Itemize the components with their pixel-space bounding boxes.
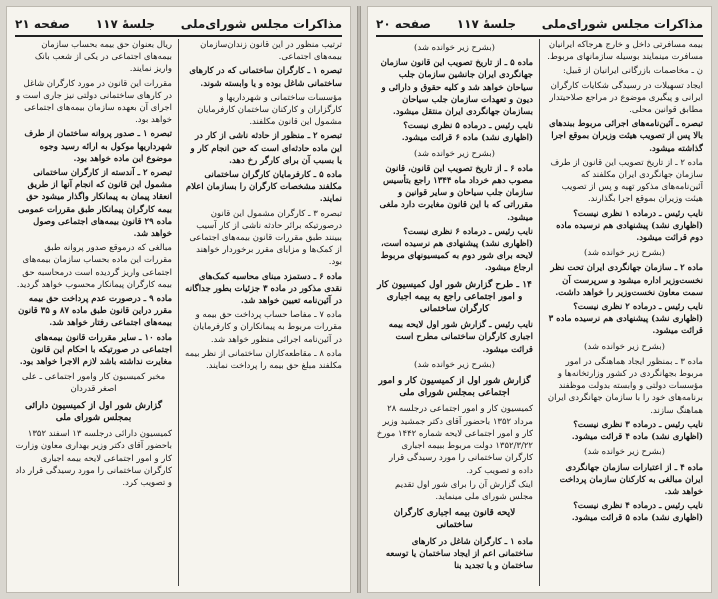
paragraph: ماده ۵ ـ از تاریخ تصویب این قانون سازمان جهانگردی ایران جانشین سازمان جلب سیاحان خواهد شد و کلیه حقوق و دارائی و دیون و تعهدات سازمان جلب سیاحان بسازمان جهانگردی ایران منتقل میشود. [380,58,533,118]
right-page-header [376,13,703,37]
paragraph: کمیسیون دارائی درجلسه ۱۳ اسفند ۱۳۵۲ باحضور آقای دکتر وزیر بهداری معاون وزارت کار و امور اجتماعی لایحه بیمه اجباری کارگران ساختمانی را مورد رسیدگی قرار داد و تصویب کرد. [15,429,172,488]
right-header-title: مذاکرات مجلس شورای‌ملی [541,17,703,31]
paragraph: ماده ۱۰ ـ سایر مقررات قانون بیمه‌های اجتماعی در صورتیکه با احکام این قانون مغایرت نداشته باشد لازم الاجرا خواهد بود. [19,332,172,368]
left-page [6,6,351,593]
paragraph: اینک گزارش آن را برای شور اول تقدیم مجلس شورای ملی مینماید. [395,479,533,502]
paragraph: ایجاد تسهیلات در رسیدگی شکایات کارگران ایرانی و پیگیری موضوع در مراجع صلاحیتدار مطابق قوانین محلی. [549,80,703,116]
paragraph: مبالغی که درموقع صدور پروانه طبق مقررات این ماده بحساب سازمان بیمه‌های اجتماعی واریز گردیده است درمحاسبه حق بیمه کارگران پیمانکار محسوب خواهد گردید. [16,243,172,290]
paragraph: نایب رئیس ـ درماده ۶ نظری نیست؟ (اظهاری نشد) پیشنهادی هم نرسیده است، لایحه برای شور دوم به کمیسیونهای مربوط ارجاع میشود. [380,226,533,274]
paragraph: ن ـ مخاصمات بازرگانی ایرانیان از قبیل: [562,66,703,77]
paragraph: لایحه قانون بیمه اجباری کارگران ساختمانی [393,508,516,531]
paragraph: نایب رئیس ـ درماده ۴ نظری نیست؟ (اظهاری نشد) ماده ۵ قرائت میشود. [571,501,703,524]
paragraph: تبصره ۱ ـ کارگران ساختمانی که در کارهای ساختمانی شاغل بوده و یا وابسته شوند. [189,66,342,89]
paragraph: نایب رئیس ـ گزارش شور اول لایحه بیمه اجباری کارگران ساختمانی مطرح است قرائت میشود. [388,320,533,355]
paragraph: ۱۴ ـ طرح گزارش شور اول کمیسیون کار و امور اجتماعی راجع به بیمه اجباری کارگران ساختمانی [377,279,532,315]
left-header-page: صفحه ۲۱ [15,17,70,31]
paragraph: ماده ۲ ـ از تاریخ تصویب این قانون از طرف سازمان جهانگردی ایران مکلفند که آئین‌نامه‌های مذکور تهیه و پس از تصویب هیئت وزیران بموقع اجرا بگذارند. [550,157,703,205]
paragraph: تبصره ۱ ـ صدور پروانه ساختمان از طرف شهرداریها موکول به ارائه رسید وجوه موضوع این ماده خواهد بود. [24,129,172,164]
column-rule [178,39,179,586]
paragraph: نایب رئیس ـ درماده ۱ نظری نیست؟ (اظهاری نشد) پیشنهادی هم نرسیده ماده دوم قرائت میشود. [556,208,703,244]
right-page [367,6,712,593]
paragraph: تبصره ۲ ـ منظور از حادثه ناشی از کار در این ماده حادثه‌ای است که حین انجام کار و یا بسبب آن برای کارگر رخ دهد. [190,131,342,166]
paragraph: تبصره ۲ ـ آندسته از کارگران ساختمانی مشمول این قانون که انجام آنها از طریق انعقاد پیمان به پیمانکار واگذار میشود حق بیمه کارگران پیمانکار طبق مقررات عمومی ماده ۲۹ قانون بیمه‌های اجتماعی وصول خواهد شد. [18,168,172,240]
paragraph: ریال بعنوان حق بیمه بحساب سازمان بیمه‌های اجتماعی در یکی از شعب بانک واریز نمایند. [34,40,172,75]
column-rule [539,39,540,586]
book-spread [6,6,712,593]
paragraph: ماده ۲ ـ سازمان جهانگردی ایران تحت نظر نخست‌وزیر اداره میشود و سرپرست آن سمت معاون نخست‌وزیر را خواهد داشت. [550,263,703,298]
paragraph: تبصره ـ آئین‌نامه‌های اجرائی مربوط ببندهای بالا پس از تصویب هیئت وزیران بموقع اجرا گذاشته میشود. [549,119,703,154]
paragraph: ماده ۵ ـ کارفرمایان کارگران ساختمانی مکلفند مشخصات کارگران را بسازمان اعلام نمایند. [185,170,342,205]
paragraph: ماده ۶ ـ دستمزد مبنای محاسبه کمک‌های نقدی مذکور در ماده ۳ جزئیات بطور جداگانه در آئین‌نامه تعیین خواهد شد. [185,271,342,307]
paragraph: بیمه مسافرتی داخل و خارج هرجاکه ایرانیان مسافرت مینمایند بوسیله سازمانهای مربوط. [547,40,703,63]
paragraph: نایب رئیس ـ درماده ۳ نظری نیست؟ (اظهاری نشد) ماده ۴ قرائت میشود. [571,419,703,443]
paragraph: تبصره ۳ ـ کارگران مشمول این قانون درصورتیکه برائر حادثه ناشی از کار آسیب ببینند طبق مقررات قانون بیمه‌های اجتماعی از کمک‌ها و مزایای مقرر برخوردار خواهند بود. [189,208,342,268]
paragraph: مخبر کمیسیون کار وامور اجتماعی ـ علی اصغر قدردان [21,372,166,395]
paragraph: مؤسسات ساختمانی و شهرداریها و کارگزاران و کارکنان ساختمان کارفرمایان مشمول این قانون مکلفند. [197,92,342,128]
right-header-issue: جلسهٔ ۱۱۷ [456,17,516,31]
right-page-column-left [376,39,533,586]
left-page-columns [15,39,342,586]
paragraph: (بشرح زیر خوانده شد) [584,341,665,352]
paragraph: نایب رئیس ـ درماده ۲ نظری نیست؟ (اظهاری نشد) پیشنهادی هم نرسیده ماده ۳ قرائت میشود. [548,302,703,337]
paragraph: کمیسیون کار و امور اجتماعی درجلسه ۲۸ مرداد ۱۳۵۲ باحضور آقای دکتر جمشید وزیر کار و امور اجتماعی لایحه شماره ۱۴۴۲ مورخ ۱۳۵۲/۳/۲۲ دولت مربوط ببیمه اجباری کارگران ساختمانی را مورد رسیدگی قرار داده و تصویب کرد. [376,404,533,476]
paragraph: (بشرح زیر خوانده شد) [414,148,495,159]
paragraph: ماده ۷ ـ مفاصا حساب پرداخت حق بیمه و مقررات مربوط به پیمانکاران و کارفرمایان در آئین‌نامه اجرائی منظور خواهد شد. [192,310,342,345]
paragraph: ماده ۶ ـ از تاریخ تصویب این قانون، قانون مصوب دهم خرداد ماه ۱۳۴۴ راجع بتأسیس سازمان جلب سیاحان و سایر قوانین و مقرراتی که با این قانون مغایرت دارد ملغی میشود. [379,163,533,223]
paragraph: مقررات این قانون در مورد کارگران شاغل در کارهای ساختمانی دولتی نیز جاری است و اجرای آن بعهده سازمان بیمه‌های اجتماعی خواهد بود. [15,78,172,126]
paragraph: ترتیب منظور در این قانون زندان‌سازمان بیمه‌های اجتماعی. [200,40,342,63]
paragraph: ماده ۴ ـ از اعتبارات سازمان جهانگردی ایران مبالغی به کارکنان سازمان پرداخت خواهد شد. [559,462,703,497]
paragraph: ماده ۱ ـ کارگران شاغل در کارهای ساختمانی اعم از ایجاد ساختمان یا توسعه ساختمان و یا تجدید بنا [385,536,533,571]
left-page-column-right [185,39,342,586]
paragraph: گزارش شور اول از کمیسیون دارائی بمجلس شورای ملی [24,400,163,423]
paragraph: (بشرح زیر خوانده شد) [414,43,495,53]
left-header-issue: جلسهٔ ۱۱۷ [95,17,155,31]
left-page-column-left [15,39,172,586]
right-header-page: صفحه ۲۰ [376,17,431,31]
paragraph: گزارش شور اول از کمیسیون کار و امور اجتماعی بمجلس شورای ملی [378,376,531,399]
left-page-header [15,13,342,37]
paragraph: نایب رئیس ـ درماده ۵ نظری نیست؟ (اظهاری نشد) ماده ۶ قرائت میشود. [401,121,533,144]
left-header-title: مذاکرات مجلس شورای‌ملی [180,17,342,31]
paragraph: ماده ۹ ـ درصورت عدم پرداخت حق بیمه مقرر دراین قانون طبق ماده ۸۷ و ۳۵ قانون بیمه‌های اجتماعی رفتار خواهد شد. [18,294,172,329]
paragraph: (بشرح زیر خوانده شد) [584,447,665,458]
right-page-columns [376,39,703,586]
book-gutter [357,6,361,593]
right-page-column-right [546,39,703,586]
paragraph: (بشرح زیر خوانده شد) [584,248,665,259]
paragraph: (بشرح زیر خوانده شد) [414,359,495,370]
paragraph: ماده ۸ ـ مقاطعه‌کاران ساختمانی از نظر بیمه مکلفند مبلغ حق بیمه را پرداخت نمایند. [185,348,342,372]
paragraph: ماده ۳ ـ بمنظور ایجاد هماهنگی در امور مربوط بجهانگردی در کشور وزارتخانه‌ها و مؤسسات دولتی و وابسته بدولت موظفند برنامه‌های خود را با سازمان جهانگردی ایران هماهنگ سازند. [547,356,703,416]
